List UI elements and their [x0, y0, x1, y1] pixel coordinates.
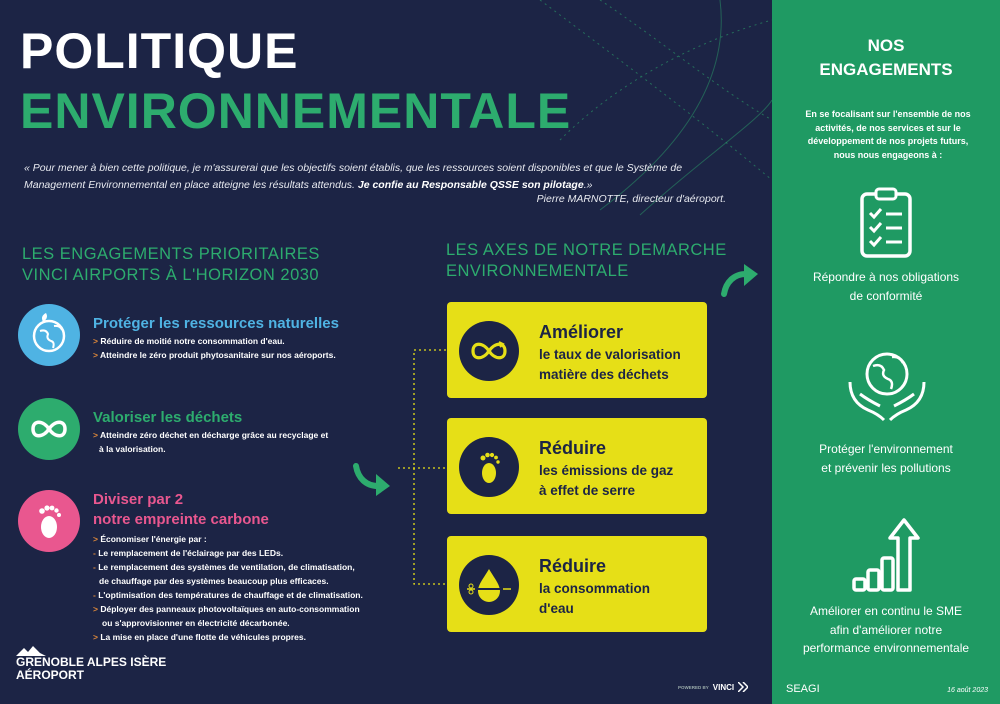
bullet: ou s'approvisionner en électricité décarbonée.	[102, 617, 290, 628]
date-label: 16 août 2023	[947, 687, 988, 694]
bullet: > Économiser l'énergie par :	[93, 533, 207, 544]
engagement-title: Valoriser les déchets	[93, 409, 243, 426]
quote-signature: Pierre MARNOTTE, directeur d'aéroport.	[536, 193, 726, 205]
quote-end: .»	[583, 178, 593, 191]
director-quote	[24, 160, 734, 194]
dotted-connector	[396, 340, 448, 590]
clipboard-icon	[858, 186, 914, 260]
bullet: - L'optimisation des températures de chauffage et de climatisation.	[93, 589, 363, 600]
bullet: > Atteindre zéro déchet en décharge grâce au recyclage et	[93, 430, 329, 441]
infinity-icon	[459, 321, 519, 381]
bullet: à la valorisation.	[99, 444, 166, 455]
side-item-sme: Améliorer en continu le SME afin d'améliorer notre performance environnementale	[802, 604, 970, 656]
axe-text: la consommation d'eau	[539, 581, 651, 617]
side-item-pollutions: Protéger l'environnement et prévenir les pollutions	[819, 442, 953, 475]
globe-leaf-icon	[18, 304, 80, 366]
curved-arrow-icon	[720, 262, 764, 298]
axe-title: Réduire	[539, 556, 607, 576]
infinity-icon	[18, 398, 80, 460]
axe-card-eau	[447, 536, 707, 632]
bullet: - Le remplacement de l'éclairage par des LEDs.	[93, 547, 284, 558]
axes-heading-line-2: ENVIRONNEMENTALE	[446, 262, 629, 281]
axe-card-dechets	[447, 302, 707, 398]
bullet: > Atteindre le zéro produit phytosanitaire sur nos aéroports.	[93, 350, 336, 361]
side-heading: NOS ENGAGEMENTS	[819, 36, 953, 79]
axe-text: le taux de valorisation matière des déchets	[539, 347, 681, 383]
growth-chart-icon	[852, 516, 922, 594]
side-item-conformite: Répondre à nos obligations de conformité	[812, 270, 960, 303]
title-line-2: ENVIRONNEMENTALE	[20, 83, 572, 139]
bullet: > Réduire de moitié notre consommation d'eau.	[93, 336, 285, 347]
bullet: > La mise en place d'une flotte de véhicules propres.	[93, 631, 306, 642]
engagement-title: Protéger les ressources naturelles	[93, 315, 339, 332]
quote-text: « Pour mener à bien cette politique, je m'assurerai que les objectifs soient établis, que les ressources soient disponibles et que le Système de Management Environnemental en place atteigne les résultats attendus.	[24, 162, 683, 191]
water-drop-icon	[459, 555, 519, 615]
side-intro: En se focalisant sur l'ensemble de nos activités, de nos services et sur le développement de nos projets futurs, nous nous engageons à :	[805, 109, 971, 160]
bullet: > Déployer des panneaux photovoltaïques en auto-consommation	[93, 603, 360, 614]
bullet: de chauffage par des systèmes beaucoup plus efficaces.	[99, 575, 329, 586]
vinci-logo: POWERED BY VINCI	[678, 682, 748, 692]
side-panel	[772, 0, 1000, 704]
prio-heading-line-1: LES ENGAGEMENTS PRIORITAIRES	[22, 245, 320, 263]
airport-logo: GRENOBLE ALPES ISÈRE AÉROPORT	[16, 655, 167, 683]
axes-heading	[446, 240, 727, 283]
vinci-mark-icon	[738, 682, 748, 692]
axe-card-emissions	[447, 418, 707, 514]
axes-heading-line-1: LES AXES DE NOTRE DEMARCHE	[446, 241, 727, 259]
footprint-icon	[459, 437, 519, 497]
engagement-title-line-2: notre empreinte carbone	[93, 511, 269, 529]
footprint-icon	[18, 490, 80, 552]
globe-hands-icon	[846, 344, 928, 426]
bullet: - Le remplacement des systèmes de ventilation, de climatisation,	[93, 561, 355, 572]
curved-arrow-icon	[352, 462, 396, 498]
axe-text: les émissions de gaz à effet de serre	[539, 463, 674, 499]
axe-title: Améliorer	[539, 322, 624, 342]
prio-heading-line-2: VINCI AIRPORTS À L'HORIZON 2030	[22, 266, 320, 285]
seagi-label: SEAGI	[786, 683, 820, 695]
prio-heading	[22, 244, 320, 287]
title-line-1: POLITIQUE	[20, 23, 299, 79]
engagement-title-line-1: Diviser par 2	[93, 491, 184, 508]
quote-bold: Je confie au Responsable QSSE son pilotage	[357, 178, 584, 191]
axe-title: Réduire	[539, 438, 607, 458]
